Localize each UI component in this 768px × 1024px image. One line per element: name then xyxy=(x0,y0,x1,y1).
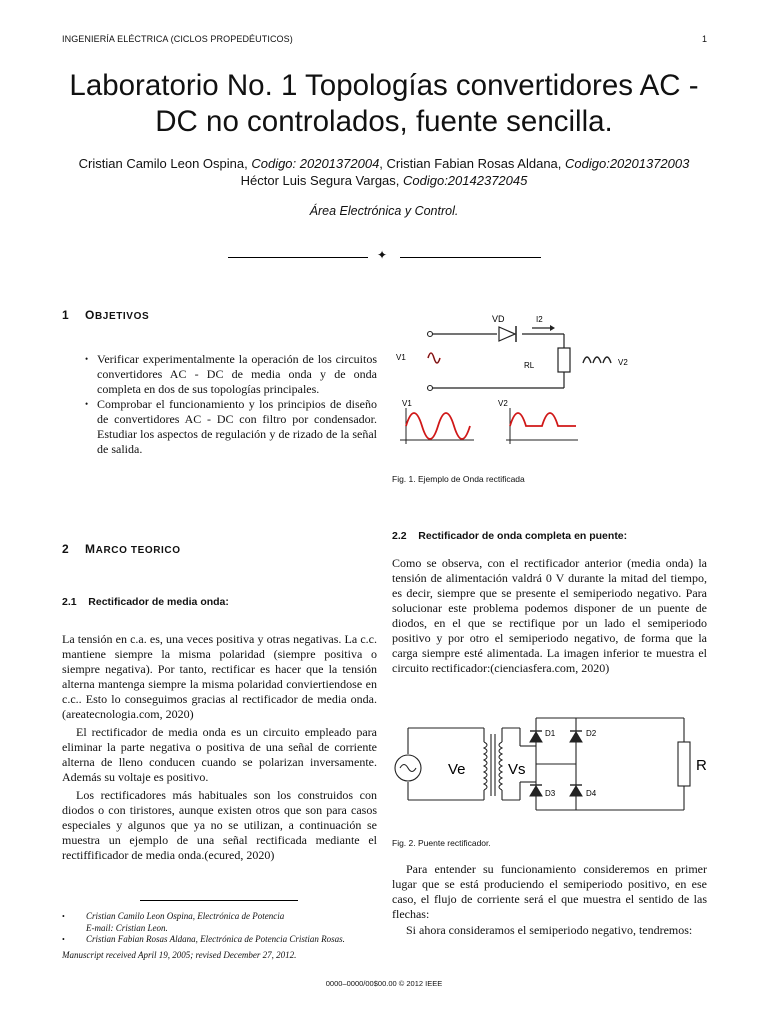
manuscript-note: Manuscript received April 19, 2005; revised December 27, 2012. xyxy=(62,949,297,960)
author-2-code: Codigo:20201372003 xyxy=(565,156,690,171)
diode-d3-icon xyxy=(530,786,542,796)
author-1-name: Cristian Camilo Leon Ospina, xyxy=(78,156,252,171)
label-v1: V1 xyxy=(396,353,406,362)
diode-d1-icon xyxy=(530,732,542,742)
title-line-2: DC no controlados, fuente sencilla. xyxy=(155,105,613,138)
figure-1-half-wave-diagram xyxy=(392,308,642,450)
label-rl: RL xyxy=(524,361,535,370)
objective-item: • Comprobar el funcionamiento y los principios de diseño de convertidores AC - DC con filtro por condensador. Estudiar los aspectos de regulación y de rizado de la señal de salida. xyxy=(97,397,377,457)
area-affiliation: Área Electrónica y Control. xyxy=(309,204,459,218)
subsection-2-1-heading xyxy=(62,596,229,608)
subsection-2-2-body xyxy=(392,862,707,938)
label-d1: D1 xyxy=(545,729,556,738)
subsection-2-2-intro: Como se observa, con el rectificador anterior (media onda) la tensión de alimentación valdrá 0 V durante la mitad del tiempo, es decir, siempre que se presente el semiperiodo negativo. Para solucionar este problema podemos disponer de un puente de diodos, en el que se rectifique por un lado el semiperiodo positivo y por otro el semiperiodo negativo, de forma que la carga siempre esté alimentada. La imagen inferior te muestra el circuito rectificador:(cienciasfera.com, 2020) xyxy=(392,556,707,675)
figure-1-caption: Fig. 1. Ejemplo de Onda rectificada xyxy=(392,474,525,484)
objective-item: • Verificar experimentalmente la operación de los circuitos convertidores AC - DC de media onda y de onda completa en dos de sus topologías principales. xyxy=(97,352,377,397)
paragraph: Si ahora consideramos el semiperiodo negativo, tendremos: xyxy=(406,923,693,937)
divider-diamond-icon: ✦ xyxy=(377,248,388,262)
paper-title xyxy=(40,68,728,140)
author-1-code: Codigo: 20201372004 xyxy=(251,156,380,171)
label-vd: VD xyxy=(492,314,505,324)
divider-right xyxy=(400,257,541,258)
label-d3: D3 xyxy=(545,789,556,798)
divider-left xyxy=(228,257,368,258)
diode-d2-icon xyxy=(570,732,582,742)
subsection-2-2-heading xyxy=(392,530,627,542)
figure-2-caption: Fig. 2. Puente rectificador. xyxy=(392,838,491,848)
footnote-2: • Cristian Fabian Rosas Aldana, Electrónica de Potencia Cristian Rosas. xyxy=(62,934,382,946)
section-1-title-initial: O xyxy=(85,308,95,322)
objectives-list-wrapper xyxy=(63,352,377,457)
footnote-rule xyxy=(140,900,298,901)
author-3-name: Héctor Luis Segura Vargas, xyxy=(240,173,403,188)
label-ve: Ve xyxy=(448,761,466,778)
section-2-title-initial: M xyxy=(85,542,96,556)
diode-d4-icon xyxy=(570,786,582,796)
running-head: INGENIERÍA ELÉCTRICA (CICLOS PROPEDÉUTICOS) xyxy=(62,34,293,44)
footnote-1-line-1: Cristian Camilo Leon Ospina, Electrónica de Potencia xyxy=(86,911,285,921)
subsection-2-1-body xyxy=(62,632,377,863)
subsection-2-1-title: Rectificador de media onda: xyxy=(88,596,229,608)
objectives-list xyxy=(63,352,377,457)
footnote-1-line-2: E-mail: Cristian Leon. xyxy=(86,922,168,933)
label-v2-graph: V2 xyxy=(498,399,508,408)
label-i2: I2 xyxy=(536,315,543,324)
authors-line-1 xyxy=(30,156,738,171)
paragraph: Para entender su funcionamiento consideremos en primer lugar que se está produciendo el semiperiodo positivo, en ese caso, el flujo de corriente será el que muestra el sentido de las flechas: xyxy=(392,862,707,921)
section-1-title-rest: BJETIVOS xyxy=(94,311,150,322)
paragraph: Los rectificadores más habituales son los construidos con diodos o con tiristores, aunque existen otros que son para casos especiales y algunos que ya no se utilizan, a continuación se muestra un ejemplo de una señal rectificada mediante el rectiffificador de media onda.(ecured, 2020) xyxy=(62,788,377,862)
section-1-heading xyxy=(62,308,149,322)
label-r: R xyxy=(696,757,707,774)
paragraph: La tensión en c.a. es, una veces positiva y otras negativas. La c.c. mantiene siempre la misma polaridad (siempre positiva o siempre negativa). Por tanto, rectificar es hacer que la tensión alterna mantenga siempre la misma polaridad conviertiendose en c.c.. Esto lo conseguimos gracias al rectificador de media onda.(areatecnologia.com, 2020) xyxy=(62,632,377,721)
section-2-title-rest: ARCO TEORICO xyxy=(95,545,181,556)
subsection-2-2-title: Rectificador de onda completa en puente: xyxy=(418,530,628,542)
subsection-2-1-number: 2.1 xyxy=(62,596,77,608)
section-1-number: 1 xyxy=(62,308,70,322)
figure-2-bridge-rectifier-diagram xyxy=(392,712,714,814)
subsection-2-2-number: 2.2 xyxy=(392,530,407,542)
diode-vd-icon xyxy=(499,327,515,341)
label-d4: D4 xyxy=(586,789,597,798)
label-d2: D2 xyxy=(586,729,597,738)
label-v2: V2 xyxy=(618,358,628,367)
author-3-code: Codigo:20142372045 xyxy=(403,173,528,188)
author-2-name: Cristian Fabian Rosas Aldana, xyxy=(386,156,566,171)
author-separator: , xyxy=(379,156,387,171)
footnotes xyxy=(62,911,382,961)
label-vs: Vs xyxy=(508,761,526,778)
section-2-number: 2 xyxy=(62,542,70,556)
page-number: 1 xyxy=(702,34,708,44)
section-2-heading xyxy=(62,542,181,556)
page-footer: 0000–0000/00$00.00 © 2012 IEEE xyxy=(325,979,443,988)
label-v1-graph: V1 xyxy=(402,399,412,408)
title-line-1: Laboratorio No. 1 Topologías convertidores AC - xyxy=(69,69,699,102)
authors-line-2 xyxy=(30,173,738,188)
paragraph: El rectificador de media onda es un circuito empleado para eliminar la parte negativa o positiva de una señal de corriente alterna de lleno conducen cuando se polarizan inversamente. Además su voltaje es positivo. xyxy=(62,725,377,784)
footnote-1 xyxy=(62,911,382,934)
